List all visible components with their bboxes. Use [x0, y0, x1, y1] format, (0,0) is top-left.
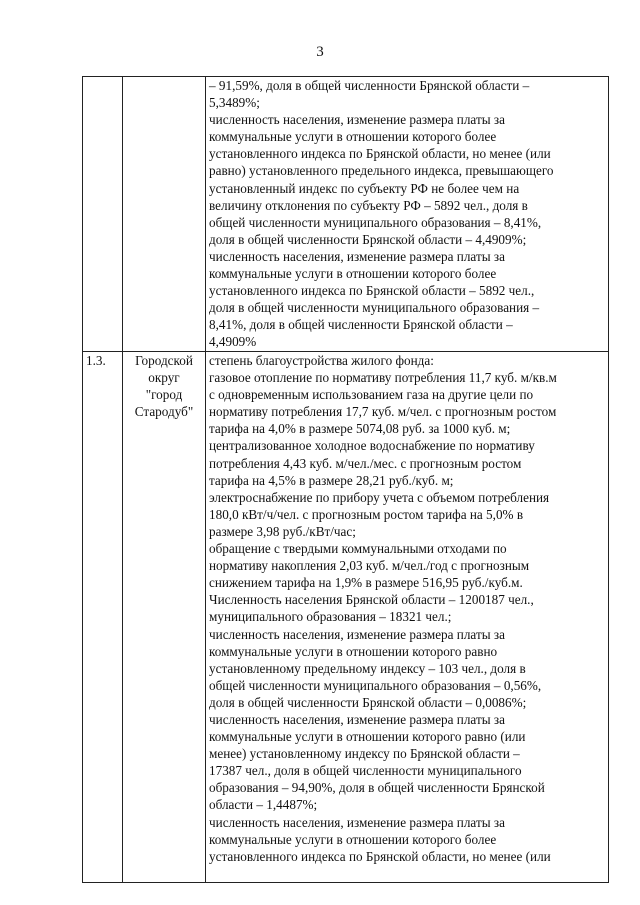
text-line: численность населения, изменение размера платы за: [209, 711, 505, 727]
text-line: общей численности муниципального образования – 8,41%,: [209, 214, 542, 230]
text-line: – 91,59%, доля в общей численности Брянской области –: [209, 78, 530, 93]
text-line: менее) установленному индексу по Брянской области –: [209, 746, 520, 762]
text-line: Стародуб": [134, 404, 194, 420]
description-cell: [206, 77, 609, 352]
text-line: потребления 4,43 куб. м/чел./мес. с прогнозным ростом: [209, 455, 522, 471]
table-row: [83, 77, 609, 352]
text-line: доля в общей численности Брянской области – 0,0086%;: [209, 694, 527, 710]
text-line: коммунальные услуги в отношении которого равно (или: [209, 729, 526, 745]
text-line: степень благоустройства жилого фонда:: [209, 353, 434, 368]
text-line: коммунальные услуги в отношении которого более: [209, 831, 497, 847]
text-line: Городской: [135, 353, 193, 368]
row-number-cell: [83, 77, 123, 352]
text-line: доля в общей численности Брянской области – 4,4909%;: [209, 231, 527, 247]
text-line: размере 3,98 руб./кВт/час;: [209, 523, 356, 539]
description-cell: [206, 352, 609, 883]
text-line: округ: [148, 370, 180, 386]
text-line: тарифа на 4,5% в размере 28,21 руб./куб. м;: [209, 472, 454, 488]
text-line: нормативу накопления 2,03 куб. м/чел./год с прогнозным: [209, 558, 530, 574]
text-line: Численность населения Брянской области – 1200187 чел.,: [209, 592, 534, 608]
text-line: централизованное холодное водоснабжение по нормативу: [209, 438, 535, 454]
text-line: 8,41%, доля в общей численности Брянской области –: [209, 317, 513, 333]
text-line: образования – 94,90%, доля в общей численности Брянской: [209, 780, 545, 796]
text-line: установленный индекс по субъекту РФ не более чем на: [209, 180, 520, 196]
text-line: области – 1,4487%;: [209, 797, 318, 813]
text-line: установленного индекса по Брянской области, но менее (или: [209, 146, 551, 162]
table-row: [83, 352, 609, 883]
text-line: коммунальные услуги в отношении которого более: [209, 266, 497, 282]
text-line: снижением тарифа на 1,9% в размере 516,95 руб./куб.м.: [209, 575, 523, 591]
text-line: газовое отопление по нормативу потребления 11,7 куб. м/кв.м: [209, 370, 557, 386]
text-line: установленного индекса по Брянской области – 5892 чел.,: [209, 283, 535, 299]
municipality-name-cell: [123, 352, 206, 883]
text-line: обращение с твердыми коммунальными отходами по: [209, 541, 507, 557]
text-line: 5,3489%;: [209, 95, 260, 111]
text-line: численность населения, изменение размера платы за: [209, 248, 505, 264]
text-line: нормативу потребления 17,7 куб. м/чел. с прогнозным ростом: [209, 404, 557, 420]
text-line: величину отклонения по субъекту РФ – 5892 чел., доля в: [209, 197, 528, 213]
text-line: муниципального образования – 18321 чел.;: [209, 609, 452, 625]
text-line: электроснабжение по прибору учета с объемом потребления: [209, 489, 550, 505]
page-number: 3: [316, 44, 324, 60]
text-line: 180,0 кВт/ч/чел. с прогнозным ростом тарифа на 5,0% в: [209, 506, 524, 522]
text-line: тарифа на 4,0% в размере 5074,08 руб. за 1000 куб. м;: [209, 421, 511, 437]
text-line: 4,4909%: [209, 334, 257, 350]
text-line: численность населения, изменение размера платы за: [209, 112, 505, 128]
text-line: 17387 чел., доля в общей численности муниципального: [209, 763, 522, 779]
text-line: "город: [145, 387, 183, 403]
text-line: общей численности муниципального образования – 0,56%,: [209, 677, 542, 693]
text-line: с одновременным использованием газа на другие цели по: [209, 387, 534, 403]
text-line: установленного индекса по Брянской области, но менее (или: [209, 848, 551, 864]
text-line: доля в общей численности муниципального образования –: [209, 300, 540, 316]
row-number-cell: 1.3.: [83, 352, 123, 883]
text-line: установленному предельному индексу – 103 чел., доля в: [209, 660, 526, 676]
text-line: коммунальные услуги в отношении которого равно: [209, 643, 498, 659]
text-line: коммунальные услуги в отношении которого более: [209, 129, 497, 145]
document-table: [82, 76, 609, 883]
municipality-name-cell: [123, 77, 206, 352]
text-line: равно) установленного предельного индекса, превышающего: [209, 163, 554, 179]
text-line: численность населения, изменение размера платы за: [209, 626, 505, 642]
text-line: численность населения, изменение размера платы за: [209, 814, 505, 830]
